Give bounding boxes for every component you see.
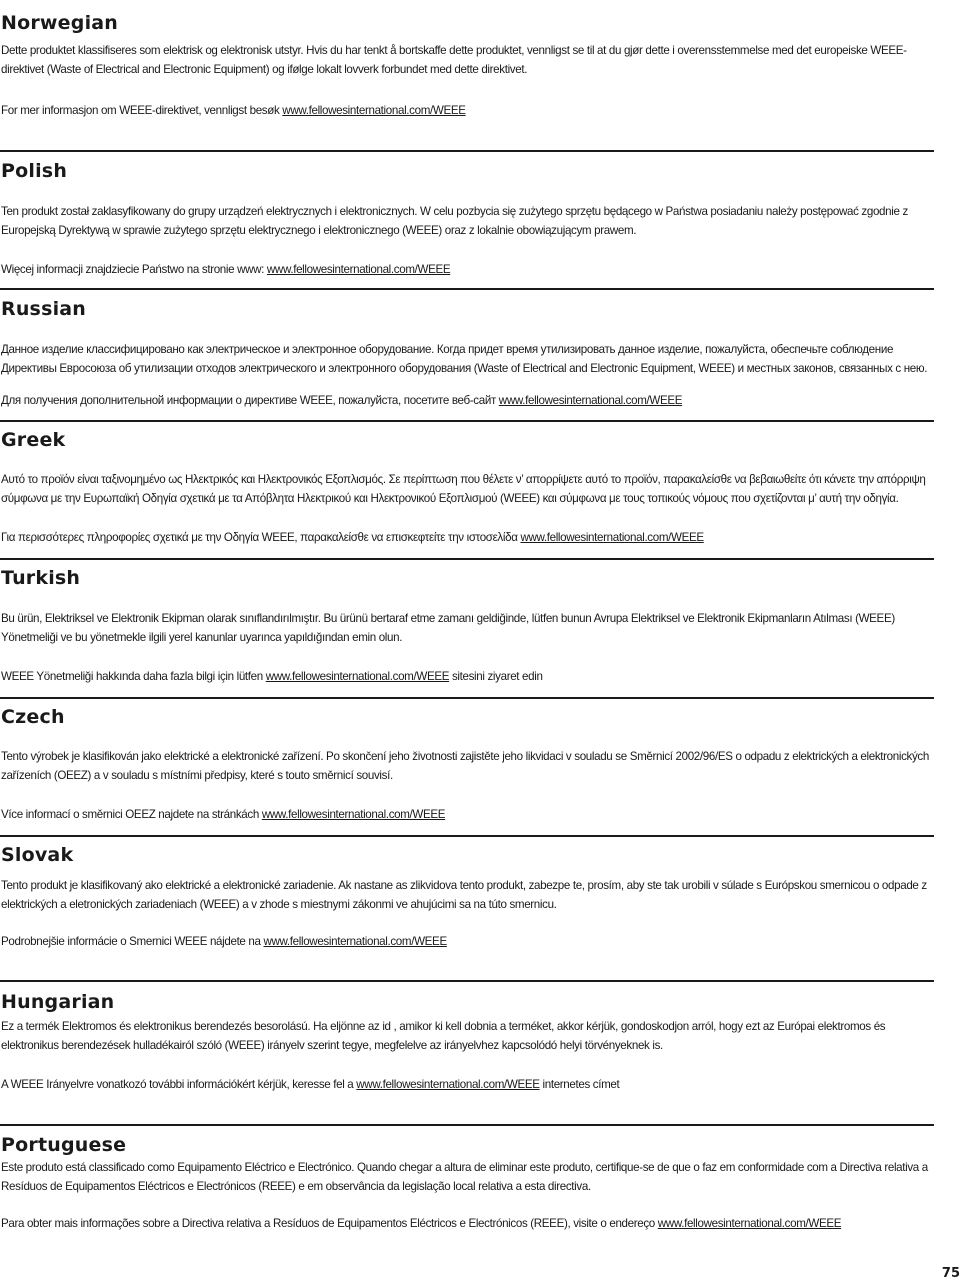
weee-link[interactable]: www.fellowesinternational.com/WEEE xyxy=(498,394,683,407)
section-heading: Norwegian xyxy=(1,12,119,34)
section-info-paragraph xyxy=(1,805,933,824)
section-info-paragraph xyxy=(1,101,933,120)
section-info-paragraph xyxy=(1,1075,933,1094)
section-paragraph: Este produto está classificado como Equipamento Eléctrico e Electrónico. Quando chegar a altura de eliminar este produto, certifique-se de que o faz em conformidade com a Directiva relativa a Resíduos de Equipamentos Eléctricos e Electrónicos (REEE) e em observância da legislação local relativa a esta directiva. xyxy=(1,1161,928,1193)
weee-link[interactable]: www.fellowesinternational.com/WEEE xyxy=(263,935,447,948)
section-info-paragraph xyxy=(1,528,933,547)
weee-link[interactable]: www.fellowesinternational.com/WEEE xyxy=(282,104,466,117)
weee-link[interactable]: www.fellowesinternational.com/WEEE xyxy=(520,531,704,544)
info-text-after: sitesini ziyaret edin xyxy=(449,670,543,683)
section-divider xyxy=(0,150,934,152)
section-divider xyxy=(0,835,934,837)
section-divider xyxy=(0,980,934,982)
section-heading: Slovak xyxy=(1,844,74,866)
section-paragraph: Ez a termék Elektromos és elektronikus berendezés besorolású. Ha eljönne az id , amikor ki kell dobnia a terméket, akkor kérjük, gondoskodjon arról, hogy ezt az Európai elektromos és elektronikus berendezések hulladékairól szóló (WEEE) irányelv szerint tegye, megfelelve az irányelvhez kapcsolódó helyi törvényeknek is. xyxy=(1,1020,886,1052)
weee-link[interactable]: www.fellowesinternational.com/WEEE xyxy=(266,263,451,276)
section-paragraph: Bu ürün, Elektriksel ve Elektronik Ekipman olarak sınıflandırılmıştır. Bu ürünü bertaraf etme zamanı geldiğinde, lütfen bunun Avrupa Elektriksel ve Elektronik Ekipmanların Atılması (WEEE) Yönetmeliği ve bu yönetmekle ilgili yerel kanunlar uyarınca yapıldığından emin olun. xyxy=(1,612,895,644)
section-divider xyxy=(0,1124,934,1126)
info-text: Για περισσότερες πληροφορίες σχετικά με την Οδηγία WEEE, παρακαλείσθε να επισκεφτείτε την ιστοσελίδα xyxy=(1,531,521,544)
page-number: 75 xyxy=(941,1266,960,1281)
section-divider xyxy=(0,697,934,699)
section-paragraph: Ten produkt został zaklasyfikowany do grupy urządzeń elektrycznych i elektronicznych. W celu pozbycia się zużytego sprzętu będącego w Państwa posiadaniu należy postępować zgodnie z Europejską Dyrektywą w sprawie zużytego sprzętu elektrycznego i elektronicznego (WEEE) oraz z lokalnie obowiązującym prawem. xyxy=(1,205,908,237)
section-info-paragraph xyxy=(1,667,933,686)
weee-link[interactable]: www.fellowesinternational.com/WEEE xyxy=(265,670,450,683)
section-paragraph: Αυτό το προϊόν είναι ταξινομημένο ως Ηλεκτρικός και Ηλεκτρονικός Εξοπλισμός. Σε περίπτωση που θέλετε ν’ απορρίψετε αυτό το προϊόν, παρακαλείσθε να βεβαιωθείτε ότι κάνετε την απόρριψη σύμφωνα με την Ευρωπαϊκή Οδηγία σχετικά με τα Απόβλητα Ηλεκτρικού και Ηλεκτρονικού Εξοπλισμού (WEEE) και σύμφωνα με τους τοπικούς νόμους που σχετίζονται μ’ αυτή την οδηγία. xyxy=(1,473,926,505)
info-text-after: internetes címet xyxy=(539,1078,620,1091)
section-heading: Czech xyxy=(1,706,65,728)
info-text: Podrobnejšie informácie o Smernici WEEE nájdete na xyxy=(1,935,264,948)
section-heading: Russian xyxy=(1,298,87,320)
section-paragraph: Tento produkt je klasifikovaný ako elektrické a elektronické zariadenie. Ak nastane as zlikvidova tento produkt, zabezpe te, prosím, aby ste tak urobili v súlade s Európskou smernicou o odpade z elektrických a eletronických zariadeniach (WEEE) a v zhode s miestnymi zákonmi ve ahujúcimi sa na túto smernicu. xyxy=(1,879,927,911)
section-divider xyxy=(0,420,934,422)
weee-link[interactable]: www.fellowesinternational.com/WEEE xyxy=(657,1217,842,1230)
info-text: A WEEE Irányelvre vonatkozó további információkért kérjük, keresse fel a xyxy=(1,1078,357,1091)
info-text: Více informací o směrnici OEEZ najdete na stránkách xyxy=(1,808,262,821)
section-paragraph: Tento výrobek je klasifikován jako elektrické a elektronické zařízení. Po skončení jeho životnosti zajistěte jeho likvidaci v souladu se Směrnicí 2002/96/ES o odpadu z elektrických a elektronických zařízeních (OEEZ) a v souladu s místními předpisy, které s touto směrnicí souvisí. xyxy=(1,750,929,782)
section-heading: Portuguese xyxy=(1,1134,127,1156)
section-info-paragraph xyxy=(1,932,933,951)
info-text: Для получения дополнительной информации о директиве WEEE, пожалуйста, посетите веб-сайт xyxy=(1,394,499,407)
section-divider xyxy=(0,558,934,560)
info-text: For mer informasjon om WEEE-direktivet, vennligst besøk xyxy=(1,104,283,117)
info-text: Więcej informacji znajdziecie Państwo na stronie www: xyxy=(1,263,267,276)
info-text: WEEE Yönetmeliği hakkında daha fazla bilgi için lütfen xyxy=(1,670,266,683)
section-divider xyxy=(0,288,934,290)
section-info-paragraph xyxy=(1,391,933,410)
section-info-paragraph xyxy=(1,260,933,279)
section-paragraph: Dette produktet klassifiseres som elektrisk og elektronisk utstyr. Hvis du har tenkt å bortskaffe dette produktet, vennligst se til at du gjør dette i overensstemmelse med det europeiske WEEE-direktivet (Waste of Electrical and Electronic Equipment) og ifølge lokalt lovverk forbundet med dette direktivet. xyxy=(1,44,907,76)
section-heading: Polish xyxy=(1,160,68,182)
weee-link[interactable]: www.fellowesinternational.com/WEEE xyxy=(261,808,446,821)
section-heading: Greek xyxy=(1,429,66,451)
weee-link[interactable]: www.fellowesinternational.com/WEEE xyxy=(356,1078,540,1091)
section-heading: Turkish xyxy=(1,567,81,589)
section-info-paragraph xyxy=(1,1214,933,1233)
section-paragraph: Данное изделие классифицировано как электрическое и электронное оборудование. Когда придет время утилизировать данное изделие, пожалуйста, обеспечьте соблюдение Директивы Евросоюза об утилизации отходов электрического и электронного оборудования (Waste of Electrical and Electronic Equipment, WEEE) и местных законов, связанных с нею. xyxy=(1,343,928,375)
section-heading: Hungarian xyxy=(1,991,115,1013)
info-text: Para obter mais informações sobre a Directiva relativa a Resíduos de Equipamentos Eléctricos e Electrónicos (REEE), visite o endereço xyxy=(1,1217,658,1230)
